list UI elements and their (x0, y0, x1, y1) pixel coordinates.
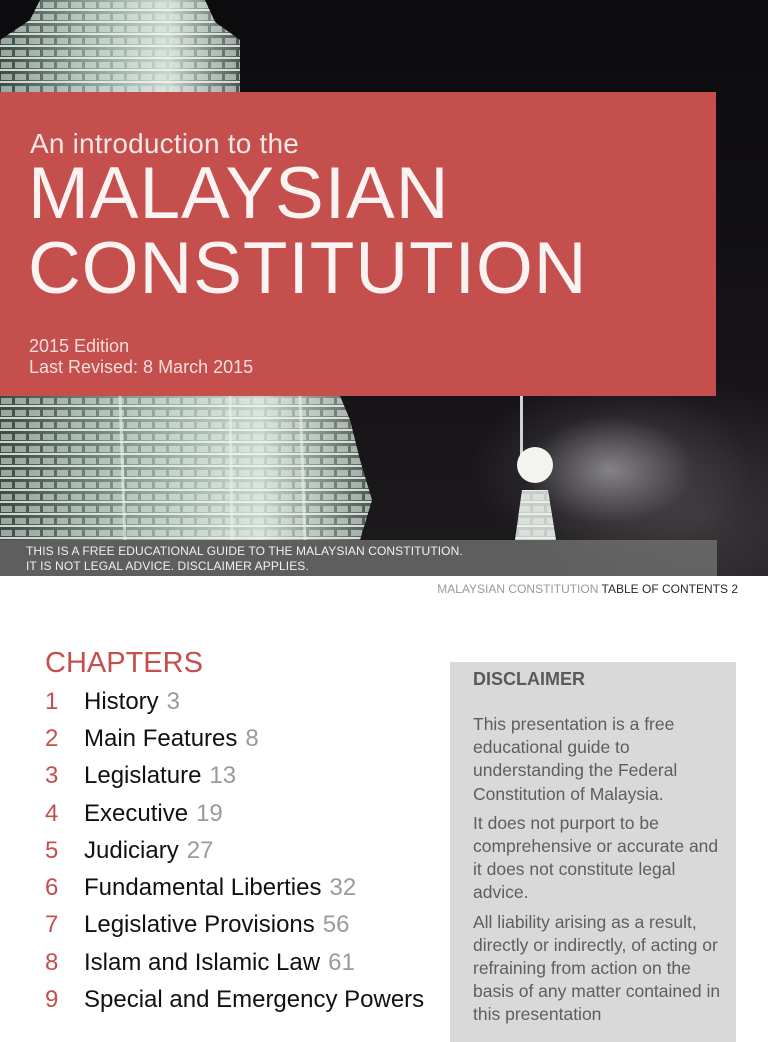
chapter-number: 8 (45, 948, 59, 976)
edition-label: 2015 Edition (29, 336, 130, 356)
chapter-number: 2 (45, 724, 59, 752)
chapter-number: 3 (45, 762, 59, 790)
chapter-title: Legislative Provisions (84, 911, 315, 939)
notice-line-1: THIS IS A FREE EDUCATIONAL GUIDE TO THE MALAYSIAN CONSTITUTION. (26, 544, 463, 558)
chapter-number: 6 (45, 874, 59, 902)
chapter-title: Islam and Islamic Law (84, 948, 321, 976)
chapter-page: 3 (166, 687, 181, 715)
chapter-page: 13 (209, 762, 237, 790)
disclaimer-box (450, 662, 736, 1042)
last-revised-label: Last Revised: 8 March 2015 (29, 357, 254, 377)
chapter-page: 8 (245, 724, 259, 752)
chapter-page: 32 (329, 874, 357, 902)
chapter-number: 9 (45, 986, 59, 1014)
cover-title-line-2: CONSTITUTION (28, 228, 588, 309)
chapter-item[interactable] (45, 758, 432, 795)
chapter-number: 5 (45, 836, 59, 864)
chapter-number: 7 (45, 911, 59, 939)
header-toc-label: TABLE OF CONTENTS 2 (601, 582, 738, 596)
chapter-title: Main Features (84, 724, 238, 752)
chapter-title: Fundamental Liberties (84, 874, 322, 902)
chapter-title: Special and Emergency Powers (84, 986, 425, 1014)
chapter-title: Executive (84, 799, 189, 827)
disclaimer-paragraph: It does not purport to be comprehensive or accurate and it does not constitute legal advice. (473, 812, 719, 903)
chapter-title: Legislature (84, 762, 202, 790)
disclaimer-title: DISCLAIMER (473, 669, 585, 689)
chapter-number: 1 (45, 687, 59, 715)
chapter-page: 56 (322, 911, 350, 939)
chapter-item[interactable] (45, 869, 432, 906)
chapters-heading: CHAPTERS (45, 647, 203, 679)
chapter-item[interactable] (45, 981, 432, 1018)
chapter-item[interactable] (45, 683, 432, 720)
chapter-item[interactable] (45, 720, 432, 757)
chapter-item[interactable] (45, 944, 432, 981)
notice-line-2: IT IS NOT LEGAL ADVICE. DISCLAIMER APPLIES. (26, 559, 309, 573)
chapter-list (45, 683, 432, 1019)
chapter-item[interactable] (45, 832, 432, 869)
chapter-page: 61 (328, 948, 355, 976)
disclaimer-body (473, 713, 723, 1033)
disclaimer-paragraph: All liability arising as a result, directly or indirectly, of acting or refraining from action on the basis of any matter contained in this presentation (473, 911, 721, 1025)
cover-intro: An introduction to the (30, 128, 300, 159)
header-section-label: MALAYSIAN CONSTITUTION (437, 582, 599, 596)
disclaimer-paragraph: This presentation is a free educational guide to understanding the Federal Constitution of Malaysia. (473, 714, 678, 804)
chapter-title: Judiciary (84, 836, 179, 864)
chapter-page: 27 (186, 836, 214, 864)
chapter-item[interactable] (45, 907, 432, 944)
chapter-page: 19 (196, 799, 223, 827)
cover-title-line-1: MALAYSIAN (28, 153, 450, 234)
chapter-item[interactable] (45, 795, 432, 832)
chapter-number: 4 (45, 799, 59, 827)
page-header (437, 583, 738, 595)
chapter-title: History (84, 687, 159, 715)
